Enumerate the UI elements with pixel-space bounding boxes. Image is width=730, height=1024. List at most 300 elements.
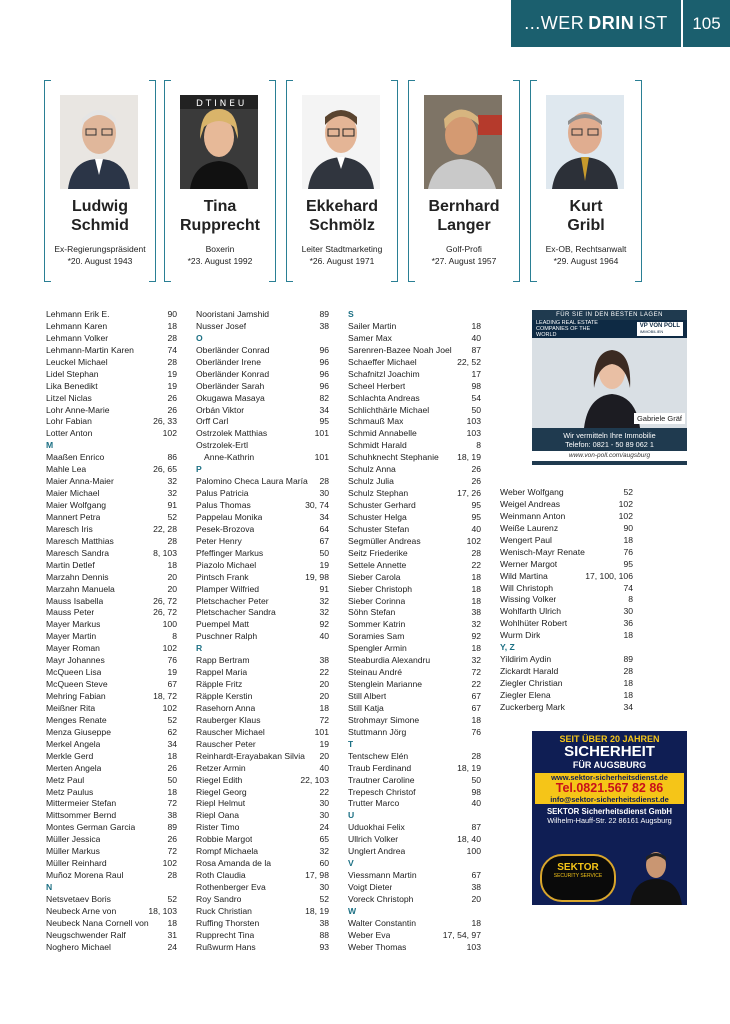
entry-pages: 50 — [471, 404, 481, 415]
entry-name: Sarenren-Bazee Noah Joel — [348, 344, 452, 355]
entry-pages: 67 — [167, 679, 177, 690]
entry-pages: 72 — [471, 667, 481, 678]
entry-name: Schuhknecht Stephanie — [348, 452, 439, 463]
entry-pages: 102 — [162, 858, 177, 869]
entry-name: Steinau André — [348, 667, 402, 678]
index-entry — [348, 942, 481, 954]
header-prefix: ...WER — [524, 13, 585, 33]
entry-pages: 18 — [167, 559, 177, 570]
ad-website[interactable]: www.sektor-sicherheitsdienst.de — [551, 773, 668, 782]
entry-pages: 18 — [471, 571, 481, 582]
entry-pages: 100 — [162, 619, 177, 630]
entry-pages: 102 — [466, 535, 481, 546]
entry-name: Lidel Stephan — [46, 368, 99, 379]
entry-pages: 26 — [471, 464, 481, 475]
entry-pages: 18 — [471, 583, 481, 594]
index-letter-heading — [348, 309, 481, 321]
entry-name: Scheel Herbert — [348, 380, 406, 391]
featured-person-2 — [170, 80, 270, 280]
entry-pages: 76 — [471, 726, 481, 737]
index-entry — [348, 751, 481, 763]
index-entry — [46, 894, 177, 906]
entry-pages: 18 — [471, 320, 481, 331]
entry-pages: 18 — [319, 702, 329, 713]
entry-pages: 60 — [319, 858, 329, 869]
index-entry — [500, 678, 633, 690]
entry-pages: 88 — [319, 929, 329, 940]
entry-pages: 102 — [162, 643, 177, 654]
index-entry — [348, 416, 481, 428]
entry-name: Settele Annette — [348, 559, 407, 570]
entry-pages: 30, 74 — [305, 500, 329, 510]
entry-name: Seitz Friederike — [348, 547, 408, 558]
entry-pages: 28 — [471, 750, 481, 761]
entry-pages: 103 — [466, 428, 481, 439]
index-entry — [46, 918, 177, 930]
entry-pages: 40 — [319, 631, 329, 642]
ad-address: Wilhelm-Hauff-Str. 22 86161 Augsburg — [547, 816, 672, 825]
entry-name: Neubeck Arne von — [46, 905, 117, 916]
index-entry — [196, 918, 329, 930]
entry-name: Rompf Michaela — [196, 846, 259, 857]
person-role: Leiter Stadtmarketing *26. August 1971 — [301, 244, 383, 266]
index-entry — [348, 393, 481, 405]
index-entry — [196, 369, 329, 381]
index-entry — [46, 524, 177, 536]
index-entry — [196, 822, 329, 834]
index-entry — [196, 739, 329, 751]
index-letter-heading — [196, 464, 329, 476]
entry-name: Rosa Amanda de la — [196, 858, 272, 869]
entry-name: Weiße Laurenz — [500, 522, 559, 533]
entry-name: Mauss Peter — [46, 607, 95, 618]
index-entry — [196, 870, 329, 882]
person-role: Boxerin *23. August 1992 — [187, 244, 253, 266]
page-number: 105 — [683, 0, 730, 47]
featured-person-3 — [292, 80, 392, 280]
index-entry — [500, 535, 633, 547]
entry-pages: 20 — [167, 583, 177, 594]
entry-name: McQueen Steve — [46, 679, 108, 690]
entry-name: Ziegler Christian — [500, 678, 563, 688]
index-entry — [196, 428, 329, 440]
index-entry — [46, 357, 177, 369]
entry-pages: 92 — [319, 619, 329, 630]
index-entry — [46, 691, 177, 703]
entry-name: Unglert Andrea — [348, 846, 406, 857]
index-entry — [348, 631, 481, 643]
ad-tagline: FÜR SIE IN DEN BESTEN LAGEN — [556, 312, 663, 318]
entry-pages: 30 — [623, 606, 633, 617]
ad-line-2: SICHERHEIT — [564, 743, 655, 760]
entry-pages: 32 — [167, 476, 177, 487]
entry-pages: 18 — [471, 714, 481, 725]
entry-pages: 32 — [319, 607, 329, 618]
ad-company: SEKTOR Sicherheitsdienst GmbH — [546, 807, 673, 816]
ad-url[interactable]: www.von-poll.com/augsburg — [532, 451, 687, 461]
index-entry — [46, 631, 177, 643]
entry-pages: 40 — [471, 332, 481, 343]
entry-name: Robbie Margot — [196, 834, 253, 845]
index-entry — [348, 834, 481, 846]
entry-name: Schuster Stefan — [348, 523, 410, 534]
index-entry — [46, 667, 177, 679]
index-entry — [46, 858, 177, 870]
index-entry — [500, 559, 633, 571]
index-entry — [196, 476, 329, 488]
index-entry — [196, 596, 329, 608]
entry-pages: 38 — [167, 810, 177, 821]
entry-pages: 20 — [471, 893, 481, 904]
entry-pages: 52 — [319, 893, 329, 904]
entry-pages: 40 — [319, 762, 329, 773]
index-entry — [348, 787, 481, 799]
index-entry — [348, 488, 481, 500]
entry-name: Will Christoph — [500, 582, 554, 593]
entry-name: Voigt Dieter — [348, 882, 393, 892]
entry-name: Pappelau Monika — [196, 511, 263, 522]
entry-pages: 74 — [623, 582, 633, 593]
entry-pages: 101 — [314, 428, 329, 439]
index-entry — [196, 763, 329, 775]
entry-pages — [477, 309, 481, 321]
entry-name: Schaeffer Michael — [348, 356, 417, 367]
entry-pages: 50 — [319, 547, 329, 558]
entry-pages: 98 — [471, 380, 481, 391]
index-entry — [348, 679, 481, 691]
entry-name: Ostrzolek Matthias — [196, 428, 268, 439]
entry-pages: 76 — [167, 655, 177, 666]
entry-name: Maier Michael — [46, 488, 100, 499]
entry-name: Orff Carl — [196, 416, 229, 427]
entry-name: Maresch Matthias — [46, 535, 114, 546]
entry-pages: 32 — [319, 846, 329, 857]
entry-pages: 72 — [167, 846, 177, 857]
ad-email[interactable]: info@sektor-sicherheitsdienst.de — [550, 795, 669, 804]
entry-pages: 28 — [167, 332, 177, 343]
entry-name: Walter Constantin — [348, 917, 416, 928]
index-entry — [46, 416, 177, 428]
index-entry — [196, 619, 329, 631]
index-column-1 — [46, 309, 177, 954]
entry-name: Traub Ferdinand — [348, 762, 412, 773]
entry-name: Wengert Paul — [500, 534, 552, 545]
index-entry — [196, 607, 329, 619]
entry-pages: 38 — [471, 607, 481, 618]
entry-name: Segmüller Andreas — [348, 535, 421, 546]
entry-name: Pfeffinger Markus — [196, 547, 264, 558]
index-entry — [196, 381, 329, 393]
entry-name: Maier Anna-Maier — [46, 476, 114, 487]
index-entry — [46, 787, 177, 799]
entry-name: Schuster Helga — [348, 511, 407, 522]
entry-name: Lehmann Karen — [46, 320, 108, 331]
index-entry — [196, 452, 329, 464]
entry-pages: 91 — [319, 583, 329, 594]
entry-name: Martin Detlef — [46, 559, 95, 570]
entry-name: Wurm Dirk — [500, 630, 541, 641]
index-entry — [46, 512, 177, 524]
index-entry — [46, 596, 177, 608]
entry-pages: 20 — [319, 750, 329, 761]
index-entry — [46, 679, 177, 691]
index-entry — [348, 452, 481, 464]
entry-pages: 17, 54, 97 — [442, 929, 481, 940]
entry-pages: 36 — [623, 618, 633, 629]
entry-pages: 31 — [167, 929, 177, 940]
entry-pages: 22, 52 — [457, 356, 481, 367]
entry-name: Still Katja — [348, 702, 384, 713]
letter: R — [196, 643, 203, 654]
index-entry — [348, 345, 481, 357]
index-entry — [46, 715, 177, 727]
index-entry — [348, 584, 481, 596]
entry-name: Trutter Marco — [348, 798, 400, 809]
index-entry — [500, 487, 633, 499]
entry-name: Merkel Angela — [46, 738, 101, 749]
index-entry — [46, 476, 177, 488]
entry-pages: 38 — [319, 320, 329, 331]
entry-pages: 18 — [623, 630, 633, 641]
entry-name: Menges Renate — [46, 714, 107, 725]
entry-name: Schlachta Andreas — [348, 392, 420, 403]
entry-name: Weber Thomas — [348, 941, 407, 952]
entry-name: Söhn Stefan — [348, 607, 396, 618]
index-entry — [500, 666, 633, 678]
entry-name: Lehmann Volker — [46, 332, 109, 343]
entry-pages: 89 — [623, 654, 633, 665]
index-entry — [196, 560, 329, 572]
entry-name: Rapp Bertram — [196, 655, 250, 666]
entry-pages: 40 — [471, 798, 481, 809]
contact-box — [535, 773, 684, 804]
index-entry — [348, 763, 481, 775]
entry-pages: 74 — [167, 344, 177, 355]
entry-name: Rister Timo — [196, 822, 240, 833]
index-entry — [46, 393, 177, 405]
entry-name: Stenglein Marianne — [348, 679, 423, 690]
index-entry — [196, 357, 329, 369]
index-entry — [348, 798, 481, 810]
entry-pages: 95 — [471, 500, 481, 510]
entry-pages: 17, 26 — [457, 488, 481, 499]
index-entry — [348, 715, 481, 727]
entry-pages: 34 — [167, 738, 177, 749]
index-entry — [46, 584, 177, 596]
entry-name: Leuckel Michael — [46, 356, 108, 367]
index-entry — [46, 751, 177, 763]
index-entry — [500, 654, 633, 666]
index-entry — [500, 630, 633, 642]
entry-pages: 102 — [618, 510, 633, 521]
entry-name: Menza Giuseppe — [46, 726, 111, 737]
entry-pages: 30 — [319, 882, 329, 892]
index-entry — [46, 428, 177, 440]
ad-phone[interactable]: Tel.0821.567 82 86 — [555, 781, 664, 795]
ad-line-1: SEIT ÜBER 20 JAHREN — [559, 734, 660, 744]
index-entry — [46, 572, 177, 584]
letter: P — [196, 464, 202, 475]
entry-pages: 62 — [167, 726, 177, 737]
letter: U — [348, 810, 355, 821]
entry-pages: 17 — [471, 368, 481, 379]
entry-name: Noghero Michael — [46, 941, 111, 952]
entry-name: Rauscher Michael — [196, 726, 265, 737]
index-entry — [196, 715, 329, 727]
entry-name: Schmidt Harald — [348, 440, 407, 451]
entry-pages: 20 — [167, 571, 177, 582]
entry-name: Lotter Anton — [46, 428, 93, 439]
entry-pages — [325, 643, 329, 655]
entry-pages — [477, 858, 481, 870]
entry-pages: 52 — [167, 893, 177, 904]
entry-pages: 34 — [623, 701, 633, 712]
entry-name: Trautner Caroline — [348, 774, 415, 785]
entry-name: Palus Patricia — [196, 488, 249, 499]
index-entry — [348, 870, 481, 882]
entry-name: Wenisch-Mayr Renate — [500, 546, 585, 557]
entry-name: Yildirim Aydin — [500, 654, 552, 665]
entry-name: Ruck Christian — [196, 905, 252, 916]
entry-pages: 17, 100, 106 — [585, 570, 633, 581]
person-role: Ex-Regierungspräsident *20. August 1943 — [54, 244, 146, 266]
entry-pages: 26, 72 — [153, 607, 177, 618]
entry-name: Trepesch Christof — [348, 786, 416, 797]
index-entry — [348, 846, 481, 858]
entry-name: Montes German Garcia — [46, 822, 136, 833]
entry-name: Wild Martina — [500, 570, 548, 581]
entry-name: Mahle Lea — [46, 464, 87, 475]
vonpoll-advertisement[interactable] — [532, 310, 687, 465]
sektor-advertisement[interactable] — [532, 731, 687, 905]
entry-name: Ziegler Elena — [500, 689, 551, 700]
entry-name: Werner Margot — [500, 558, 558, 569]
entry-name: Tentschew Elén — [348, 750, 409, 761]
index-entry — [46, 309, 177, 321]
index-entry — [348, 548, 481, 560]
entry-name: Plamper Wilfried — [196, 583, 260, 594]
entry-name: Lehmann Erik E. — [46, 309, 110, 319]
entry-pages: 18, 103 — [148, 905, 177, 916]
entry-name: Orbán Viktor — [196, 404, 245, 415]
entry-pages: 26 — [167, 392, 177, 403]
index-entry — [500, 583, 633, 595]
entry-name: Rothenberger Eva — [196, 882, 266, 892]
entry-pages: 18 — [623, 689, 633, 700]
entry-pages: 76 — [623, 546, 633, 557]
entry-pages: 18 — [471, 643, 481, 654]
security-guard-photo — [624, 849, 684, 905]
entry-name: Voreck Christoph — [348, 893, 414, 904]
index-entry — [46, 727, 177, 739]
entry-name: Rappel Maria — [196, 667, 248, 678]
index-entry — [46, 405, 177, 417]
entry-name: Strohmayr Simone — [348, 714, 420, 725]
index-letter-heading — [348, 810, 481, 822]
index-entry — [46, 655, 177, 667]
entry-name: Riepl Oana — [196, 810, 239, 821]
index-column-4 — [500, 487, 633, 714]
entry-pages: 102 — [618, 498, 633, 509]
entry-name: Ullrich Volker — [348, 834, 399, 845]
letter: S — [348, 309, 354, 319]
index-entry — [348, 560, 481, 572]
agent-name: Gabriele Gräf — [634, 413, 685, 424]
entry-name: Samer Max — [348, 332, 392, 343]
section-header — [511, 0, 681, 47]
letter: Y, Z — [500, 642, 515, 653]
featured-person-1 — [50, 80, 150, 280]
entry-name: Sieber Christoph — [348, 583, 413, 594]
index-entry — [348, 930, 481, 942]
entry-pages: 40 — [471, 523, 481, 534]
entry-name: Mayr Johannes — [46, 655, 105, 666]
entry-name: Zickardt Harald — [500, 666, 559, 677]
entry-pages: 65 — [319, 834, 329, 845]
index-entry — [196, 405, 329, 417]
index-entry — [348, 691, 481, 703]
index-letter-heading — [46, 882, 177, 894]
entry-name: Palus Thomas — [196, 500, 251, 510]
index-entry — [196, 655, 329, 667]
index-entry — [348, 405, 481, 417]
entry-name: Mauss Isabella — [46, 595, 104, 606]
person-role: Golf-Profi *27. August 1957 — [431, 244, 497, 266]
entry-pages: 8, 103 — [153, 547, 177, 558]
index-entry — [46, 739, 177, 751]
index-letter-heading — [196, 643, 329, 655]
entry-name: Lohr Anne-Marie — [46, 404, 110, 415]
index-entry — [196, 703, 329, 715]
entry-pages: 22 — [471, 679, 481, 690]
portrait-photo — [60, 95, 138, 189]
entry-pages: 19 — [167, 380, 177, 391]
entry-name: Oberländer Konrad — [196, 368, 270, 379]
entry-pages: 102 — [162, 702, 177, 713]
entry-pages: 26 — [471, 476, 481, 487]
portrait-photo — [424, 95, 502, 189]
index-entry — [196, 691, 329, 703]
entry-name: Ostrzolek-Ertl — [196, 440, 249, 451]
index-entry — [348, 440, 481, 452]
person-name: Kurt Gribl — [567, 198, 605, 234]
entry-pages: 20 — [319, 691, 329, 701]
person-role: Ex-OB, Rechtsanwalt *29. August 1964 — [545, 244, 627, 266]
index-entry — [500, 499, 633, 511]
index-entry — [348, 369, 481, 381]
entry-name: Netsvetaev Boris — [46, 893, 111, 904]
index-entry — [196, 416, 329, 428]
entry-name: Puempel Matt — [196, 619, 250, 630]
entry-name: Rußwurm Hans — [196, 941, 256, 952]
entry-name: Maaßen Enrico — [46, 452, 105, 463]
index-entry — [348, 607, 481, 619]
index-entry — [196, 548, 329, 560]
entry-pages: 28 — [167, 870, 177, 881]
index-entry — [196, 631, 329, 643]
entry-name: Weigel Andreas — [500, 498, 561, 509]
entry-pages: 24 — [319, 822, 329, 833]
index-letter-heading — [500, 642, 633, 654]
entry-pages: 22, 28 — [153, 523, 177, 534]
index-entry — [196, 882, 329, 894]
entry-name: Räpple Fritz — [196, 679, 243, 690]
entry-name: Weinmann Anton — [500, 510, 566, 521]
entry-name: Lohr Fabian — [46, 416, 92, 427]
entry-name: Mannert Petra — [46, 511, 101, 522]
entry-pages: 86 — [167, 452, 177, 463]
entry-pages: 30 — [319, 810, 329, 821]
